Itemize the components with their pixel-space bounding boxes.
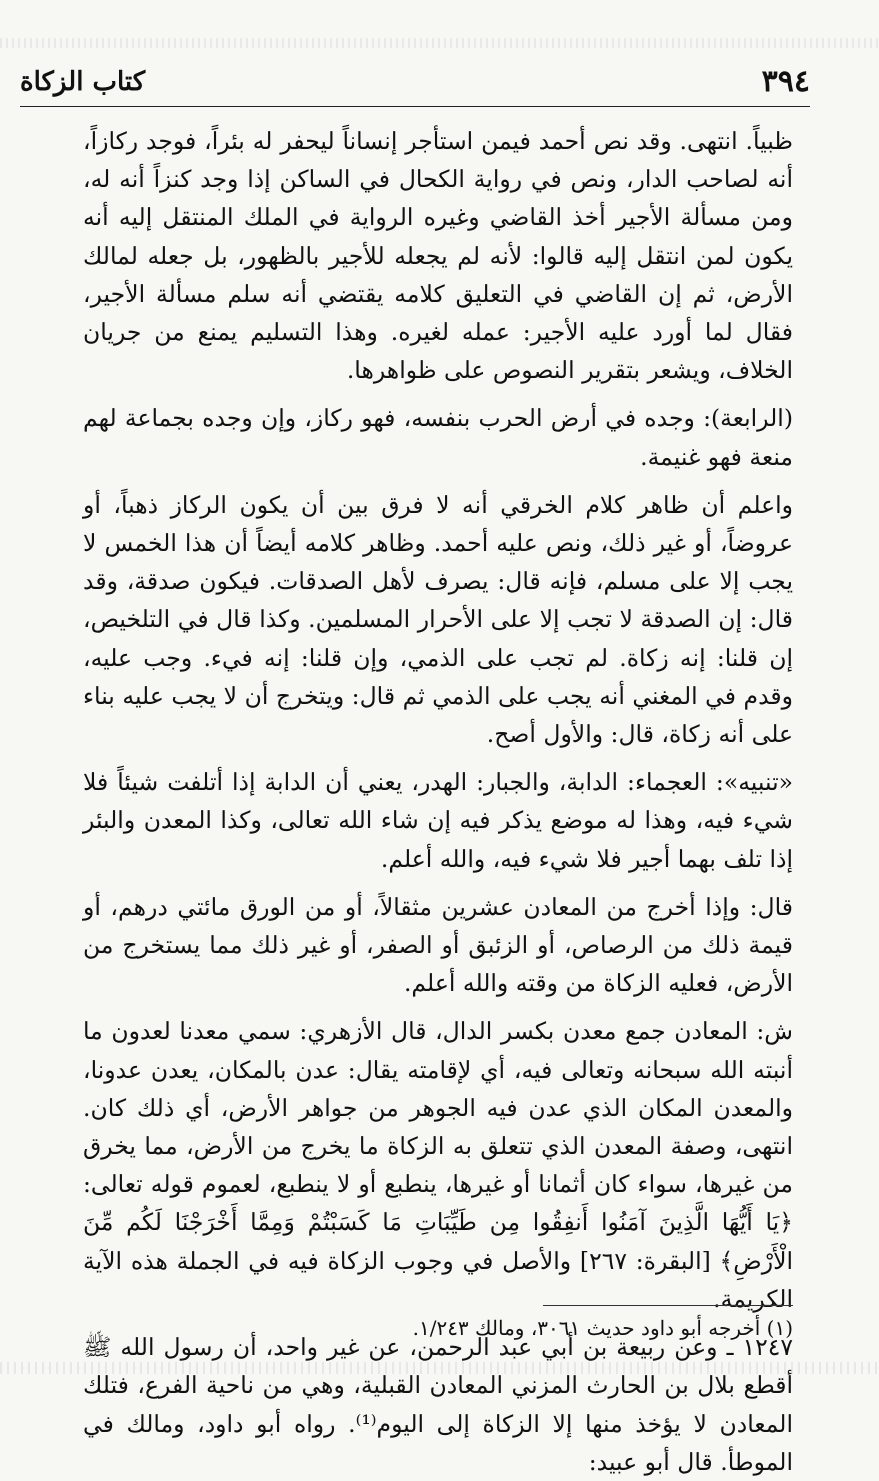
page-number: ٣٩٤ (761, 64, 810, 99)
paragraph: واعلم أن ظاهر كلام الخرقي أنه لا فرق بين أن يكون الركاز ذهباً، أو عروضاً، أو غير ذلك، ونص عليه أحمد. وظاهر كلامه أيضاً أن هذا الخمس لا يجب إلا على مسلم، فإنه قال: يصرف لأهل الصدقات. فيكون صدقة، وقد قال: إن الصدقة لا تجب إلا على الأحرار المسلمين. وكذا قال في التلخيص، إن قلنا: إنه زكاة. لم تجب على الذمي، وإن قلنا: إنه فيء. وجب عليه، وقدم في المغني أنه يجب على الذمي ثم قال: ويتخرج أن لا يجب عليه بناء على أنه زكاة، قال: والأول أصح. (83, 490, 793, 749)
page-body (83, 122, 793, 1481)
scan-noise-top (0, 38, 879, 48)
paragraph: «تنبيه»: العجماء: الدابة، والجبار: الهدر، يعني أن الدابة إذا أتلفت شيئاً فلا شيء فيه، وهذا له موضع يذكر فيه إن شاء الله تعالى، وكذا المعدن والبئر إذا تلف بهما أجير فلا شيء فيه، والله أعلم. (83, 768, 793, 873)
paragraph: ١٢٤٧ ـ وعن ربيعة بن أبي عبد الرحمن، عن غير واحد، أن رسول الله ﷺ أقطع بلال بن الحارث المزني المعادن القبلية، وهي من ناحية الفرع، فتلك المعادن لا يؤخذ منها إلا الزكاة إلى اليوم⁽¹⁾. رواه أبو داود، ومالك في الموطأ. قال أبو عبيد: (83, 1333, 793, 1476)
chapter-title: كتاب الزكاة (20, 67, 146, 97)
footnote: (١) أخرجه أبو داود حديث ٣٠٦١، ومالك ١/٢٤٣. (412, 1316, 793, 1340)
paragraph: (الرابعة): وجده في أرض الحرب بنفسه، فهو ركاز، وإن وجده بجماعة لهم منعة فهو غنيمة. (83, 404, 793, 471)
paragraph: ش: المعادن جمع معدن بكسر الدال، قال الأزهري: سمي معدنا لعدون ما أنبته الله سبحانه وتعالى فيه، أي لإقامته يقال: عدن بالمكان، يعدن عدونا، والمعدن المكان الذي عدن فيه الجوهر من جواهر الأرض، أي ذلك كان. انتهى، وصفة المعدن الذي تتعلق به الزكاة ما يخرج من الأرض، مما يخرق من غيرها، سواء كان أثمانا أو غيرها، ينطبع أو لا ينطبع، لعموم قوله تعالى: ﴿يَا أَيُّهَا الَّذِينَ آمَنُوا أَنفِقُوا مِن طَيِّبَاتِ مَا كَسَبْتُمْ وَمِمَّا أَخْرَجْنَا لَكُم مِّنَ الْأَرْضِ﴾ [البقرة: ٢٦٧] والأصل في وجوب الزكاة فيه في الجملة هذه الآية الكريمة. (83, 1017, 794, 1313)
header-rule (20, 106, 810, 107)
paragraph: قال: وإذا أخرج من المعادن عشرين مثقالاً، أو من الورق مائتي درهم، أو قيمة ذلك من الرصاص، أو الزئبق أو الصفر، أو غير ذلك مما يستخرج من الأرض، فعليه الزكاة من وقته والله أعلم. (83, 892, 793, 998)
footnote-rule (543, 1305, 793, 1306)
page-header (20, 62, 810, 102)
scan-noise-bottom (0, 1362, 879, 1374)
paragraph: ظبياً. انتهى. وقد نص أحمد فيمن استأجر إنساناً ليحفر له بئراً، فوجد ركازاً، أنه لصاحب الدار، ونص في رواية الكحال في الساكن إذا وجد كنزاً أنه له، ومن مسألة الأجير أخذ القاضي وغيره الرواية في الملك المنتقل إليه أنه يكون لمن انتقل إليه قالوا: لأنه لم يجعله للأجير بالظهور، بل جعله لمالك الأرض، ثم إن القاضي في التعليق كلامه يقتضي أنه سلم مسألة الأجير، فقال لما أورد عليه الأجير: عمله لغيره. وهذا التسليم يمنع من جريان الخلاف، ويشعر بتقرير النصوص على ظواهرها. (83, 127, 793, 385)
